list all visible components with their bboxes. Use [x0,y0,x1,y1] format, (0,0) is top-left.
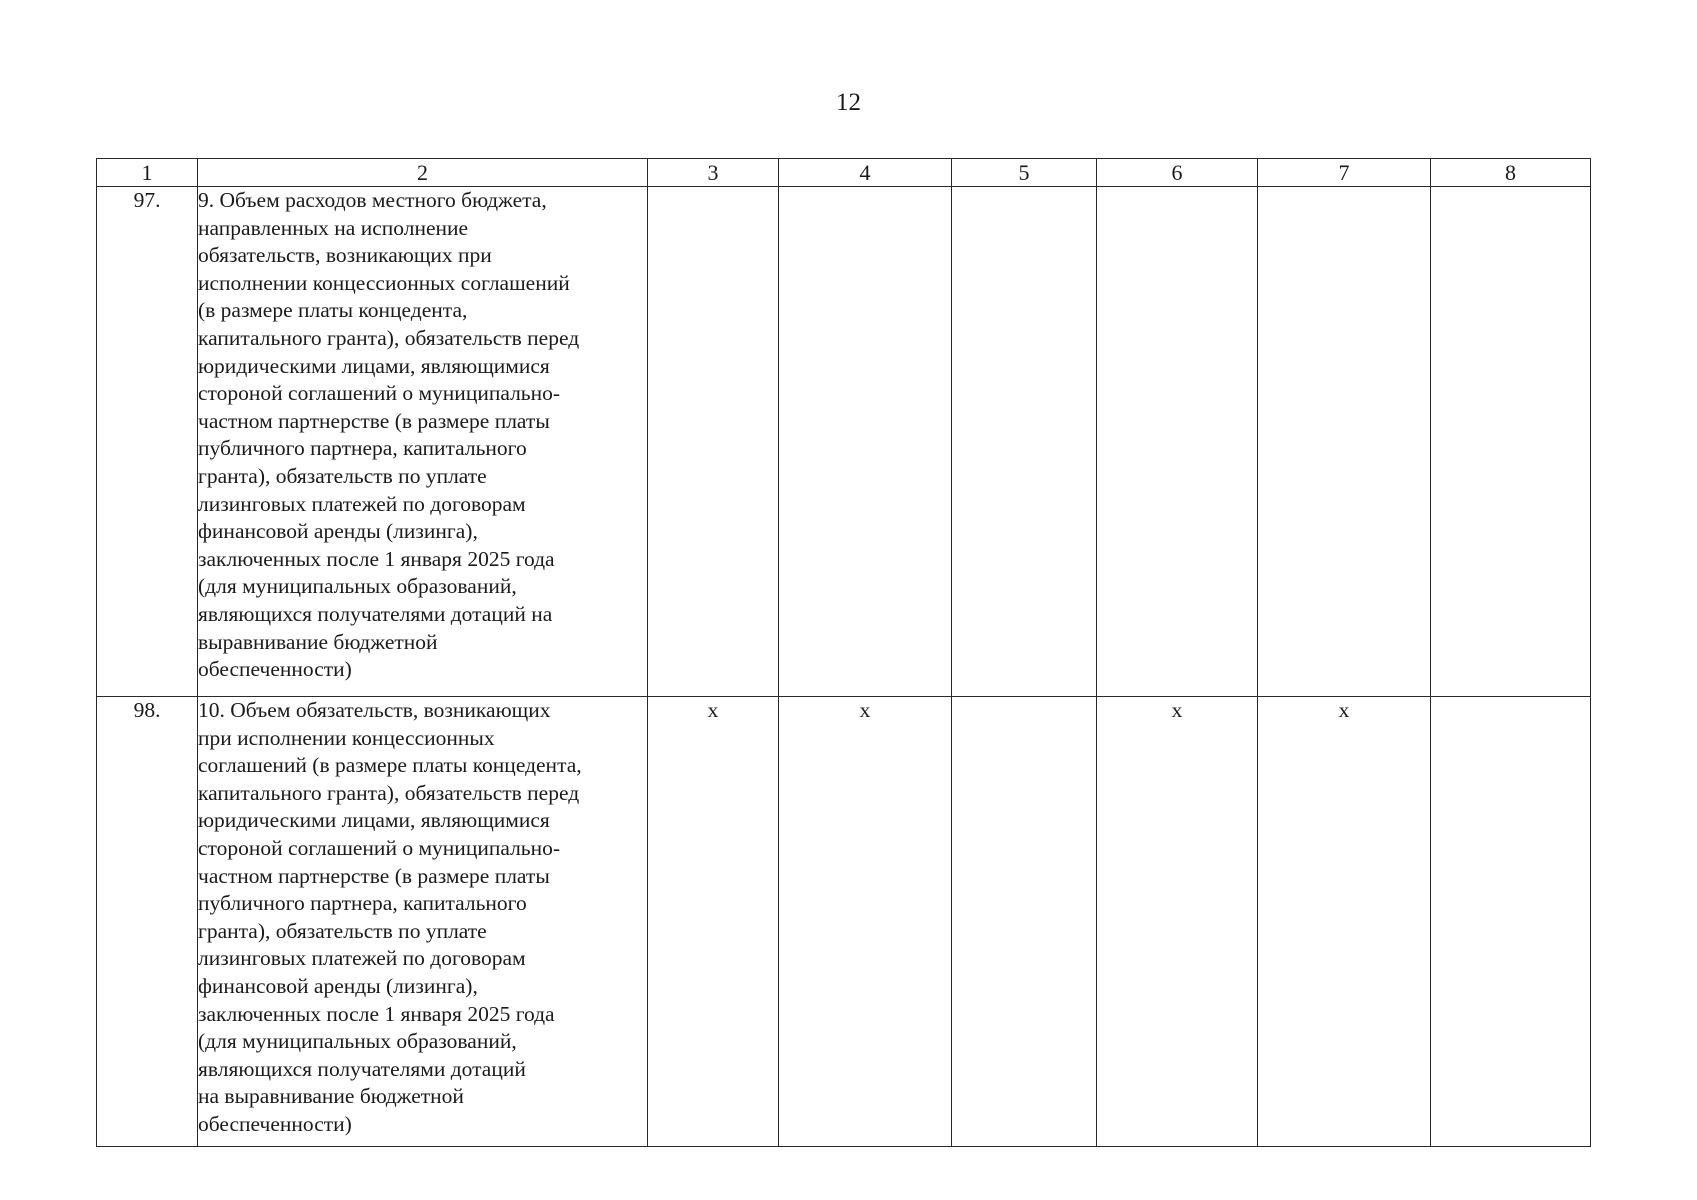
column-header: 6 [1097,159,1258,187]
text-line: частном партнерстве (в размере платы [198,408,550,433]
text-line: являющихся получателями дотаций [198,1056,526,1081]
text-line: стороной соглашений о муниципально- [198,835,561,860]
text-line: являющихся получателями дотаций на [198,601,553,626]
table-header-row [97,159,1591,187]
value-cell [952,187,1097,697]
column-header: 2 [198,159,648,187]
text-line: стороной соглашений о муниципально- [198,381,561,406]
text-line: 9. Объем расходов местного бюджета, [198,188,547,212]
column-header: 3 [648,159,779,187]
value-cell [648,187,779,697]
value-cell: х [1258,697,1431,1147]
indicator-description [198,697,648,1147]
column-header: 5 [952,159,1097,187]
text-line: (для муниципальных образований, [198,574,517,599]
text-line: (для муниципальных образований, [198,1029,517,1054]
text-line: капитального гранта), обязательств перед [198,780,580,805]
value-cell: х [1097,697,1258,1147]
text-line: соглашений (в размере платы концедента, [198,753,582,778]
value-cell [779,187,952,697]
value-cell [1431,187,1591,697]
column-header: 7 [1258,159,1431,187]
text-line: при исполнении концессионных [198,725,495,750]
column-header: 1 [97,159,198,187]
text-line: направленных на исполнение [198,215,469,240]
value-cell [1258,187,1431,697]
page-number: 12 [836,89,861,116]
text-line: юридическими лицами, являющимися [198,808,550,833]
value-cell [1097,187,1258,697]
text-line: заключенных после 1 января 2025 года [198,546,555,571]
text-line: финансовой аренды (лизинга), [198,973,478,998]
text-line: юридическими лицами, являющимися [198,353,550,378]
table-row [97,187,1591,697]
text-line: 10. Объем обязательств, возникающих [198,698,551,722]
text-line: (в размере платы концедента, [198,298,468,323]
text-line: капитального гранта), обязательств перед [198,325,580,350]
text-line: исполнении концессионных соглашений [198,270,570,295]
text-line: лизинговых платежей по договорам [198,946,526,971]
column-header: 4 [779,159,952,187]
text-line: частном партнерстве (в размере платы [198,863,550,888]
text-line: лизинговых платежей по договорам [198,491,526,516]
value-cell: х [648,697,779,1147]
text-line: обязательств, возникающих при [198,243,492,268]
text-line: на выравнивание бюджетной [198,1084,464,1109]
table-row [97,697,1591,1147]
text-line: гранта), обязательств по уплате [198,463,487,488]
text-line: заключенных после 1 января 2025 года [198,1001,555,1026]
value-cell [952,697,1097,1147]
text-line: публичного партнера, капитального [198,891,527,916]
value-cell: х [779,697,952,1147]
indicators-table [96,158,1591,1147]
text-line: гранта), обязательств по уплате [198,918,487,943]
row-number: 98. [97,697,198,1147]
text-line: финансовой аренды (лизинга), [198,519,478,544]
text-line: публичного партнера, капитального [198,436,527,461]
text-line: обеспеченности) [198,657,352,682]
column-header: 8 [1431,159,1591,187]
indicator-description [198,187,648,697]
text-line: обеспеченности) [198,1111,352,1136]
row-number: 97. [97,187,198,697]
text-line: выравнивание бюджетной [198,629,438,654]
value-cell [1431,697,1591,1147]
